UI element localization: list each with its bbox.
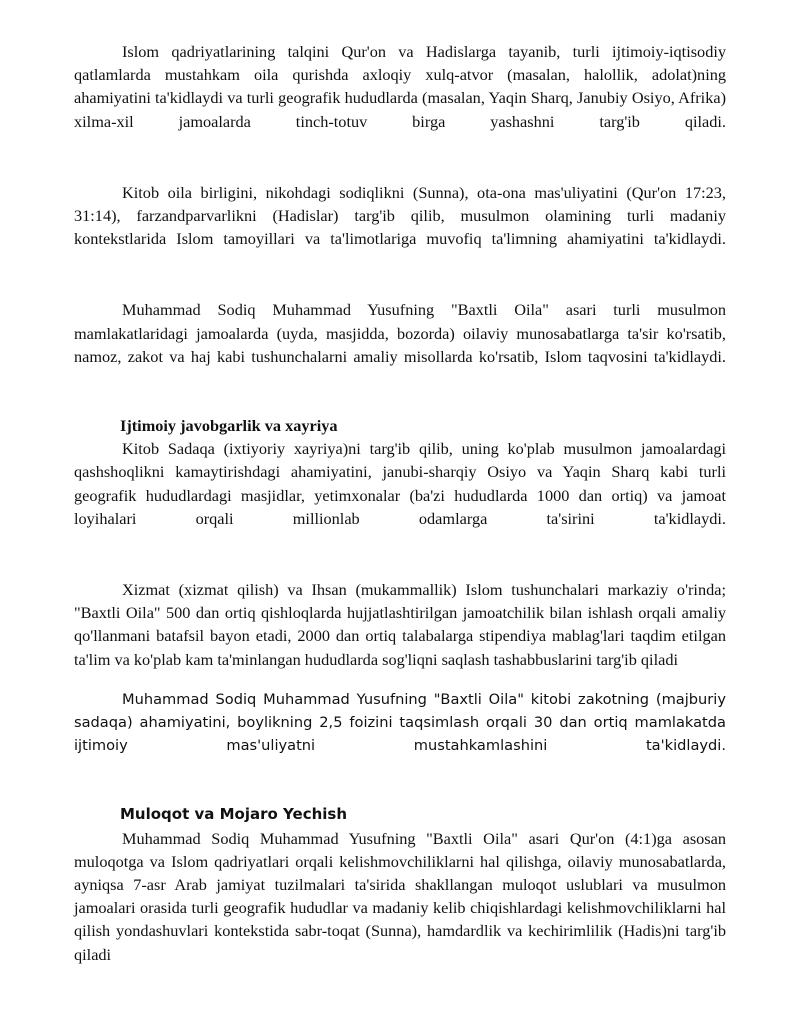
paragraph-zakot: Muhammad Sodiq Muhammad Yusufning "Baxtli Oila" kitobi zakotning (majburiy sadaqa) ahamiyatini, boylikning 2,5 foizini taqsimlash orqali 30 dan ortiq mamlakatda ijtimoiy mas'uliyatni mustahkamlashini ta'kidlaydi. — [74, 690, 726, 755]
document-page — [74, 40, 726, 966]
paragraph-spacer — [74, 133, 726, 181]
paragraph-spacer — [74, 671, 726, 688]
paragraph-spacer — [74, 757, 726, 803]
paragraph-spacer — [74, 368, 726, 414]
paragraph-spacer — [74, 530, 726, 578]
section-heading-communication: Muloqot va Mojaro Yechish — [120, 805, 348, 824]
paragraph-sadaqa: Kitob Sadaqa (ixtiyoriy xayriya)ni targ'ib qilib, uning ko'plab musulmon jamoalardagi qashshoqlikni kamaytirishdagi ahamiyatini, janubi-sharqiy Osiyo va Yaqin Sharq kabi turli geografik hududlardagi masjidlar, yetimxonalar (ba'zi hududlarda 1000 dan ortiq) va jamoat loyihalari orqali millionlab odamlarga ta'sirini ta'kidlaydi. — [74, 439, 726, 528]
paragraph-spacer — [74, 250, 726, 298]
paragraph-xizmat-ihsan: Xizmat (xizmat qilish) va Ihsan (mukammallik) Islom tushunchalari markaziy o'rinda; "Baxtli Oila" 500 dan ortiq qishloqlarda hujjatlashtirilgan jamoatchilik bilan ishlash orqali amaliy qo'llanmani batafsil bayon etadi, 2000 dan ortiq talabalarga stipendiya mablag'lari taqdim etilgan ta'lim va ko'plab kam ta'minlangan hududlarda sog'liqni saqlash tashabbuslarini targ'ib qiladi — [74, 580, 726, 669]
paragraph-muloqot: Muhammad Sodiq Muhammad Yusufning "Baxtli Oila" asari Qur'on (4:1)ga asosan muloqotga va Islom qadriyatlari orqali kelishmovchiliklarni hal qilishga, oilaviy munosabatlarda, ayniqsa 7-asr Arab jamiyat tuzilmalari ta'sirida shakllangan muloqot uslublari va musulmon jamoalari orasida turli geografik hududlar va madaniy kelib chiqishlardagi kelishmovchiliklarni hal qilish yondashuvlari kontekstida sabr-toqat (Sunna), hamdardlik va kechirimlilik (Hadis)ni targ'ib qiladi — [74, 828, 726, 964]
paragraph-baxtli-oila-piety: Muhammad Sodiq Muhammad Yusufning "Baxtli Oila" asari turli musulmon mamlakatlaridagi jamoalarda (uyda, masjidda, bozorda) oilaviy munosabatlarga ta'sir ko'rsatib, namoz, zakot va haj kabi tushunchalarni amaliy misollarda ko'rsatib, Islom taqvosini ta'kidlaydi. — [74, 300, 726, 366]
section-heading-social-responsibility: Ijtimoiy javobgarlik va xayriya — [120, 416, 338, 436]
paragraph-islamic-values: Islom qadriyatlarining talqini Qur'on va Hadislarga tayanib, turli ijtimoiy-iqtisodiy qatlamlarda mustahkam oila qurishda axloqiy xulq-atvor (masalan, halollik, adolat)ning ahamiyatini ta'kidlaydi va turli geografik hududlarda (masalan, Yaqin Sharq, Janubiy Osiyo, Afrika) xilma-xil jamoalarda tinch-totuv birga yashashni targ'ib qiladi. — [74, 42, 726, 131]
paragraph-family-unity: Kitob oila birligini, nikohdagi sodiqlikni (Sunna), ota-ona mas'uliyatini (Qur'on 17:23, 31:14), farzandparvarlikni (Hadislar) targ'ib qilib, musulmon olamining turli madaniy kontekstlarida Islom tamoyillari va ta'limotlariga muvofiq ta'limning ahamiyatini ta'kidlaydi. — [74, 182, 726, 249]
